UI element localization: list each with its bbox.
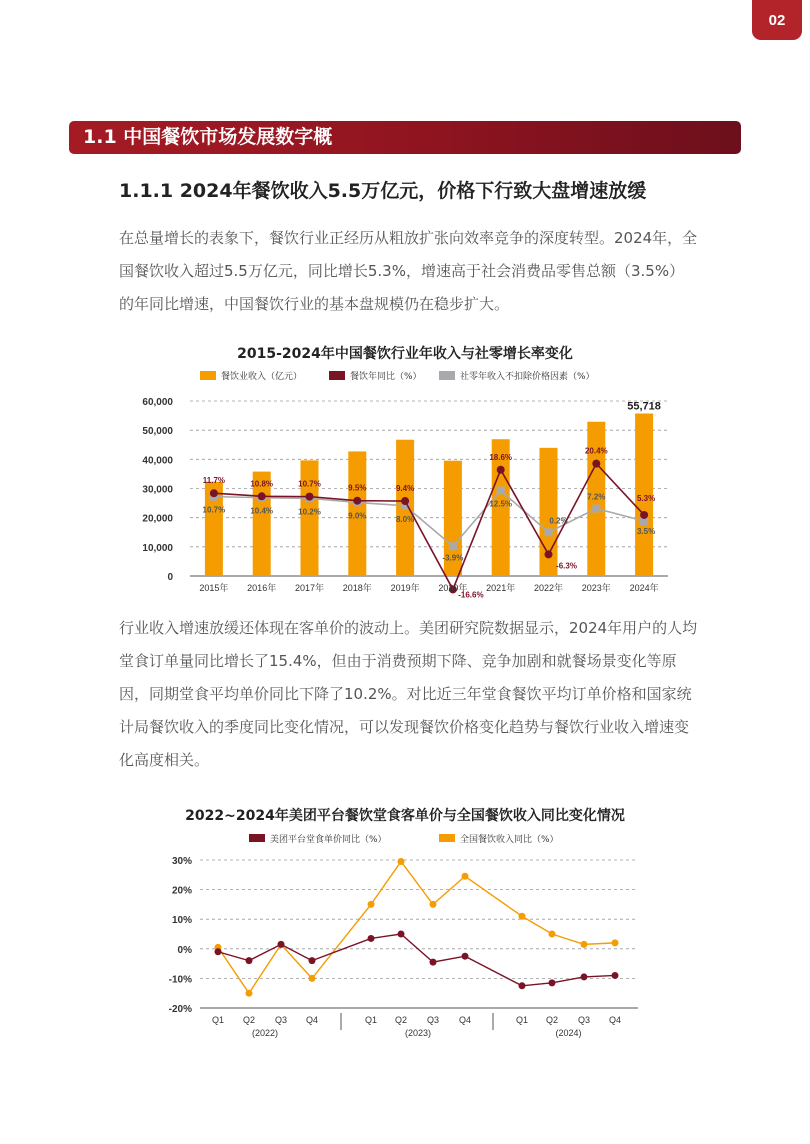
chart2-point — [462, 953, 469, 960]
chart1-legend-label: 餐饮年同比（%） — [350, 372, 422, 382]
chart2-point — [246, 957, 253, 964]
chart2-point — [581, 941, 588, 948]
chart1-x-tick: 2022年 — [533, 583, 564, 593]
chart2-point — [430, 901, 437, 908]
chart2-point — [549, 979, 556, 986]
chart2-x-tick: Q4 — [305, 1015, 319, 1025]
chart2-legend-swatch — [249, 834, 265, 842]
chart2-x-tick: Q4 — [458, 1015, 472, 1025]
chart1-y-axis — [142, 397, 173, 583]
chart2-y-tick: -10% — [168, 974, 192, 986]
chart1-x-tick: 2021年 — [486, 583, 516, 593]
chart1-y-tick: 40,000 — [142, 455, 173, 467]
chart1-point — [497, 466, 505, 474]
page-number: 02 — [768, 11, 786, 29]
chart2-x-tick: Q3 — [577, 1015, 591, 1025]
chart2-point — [581, 973, 588, 980]
chart1-series-line — [214, 491, 644, 547]
chart2-x-tick: Q3 — [426, 1015, 440, 1025]
chart1-data-label: 9.5% — [348, 483, 367, 493]
chart2-point — [612, 972, 619, 979]
chart1-y-tick: 60,000 — [142, 397, 173, 408]
chart1-x-tick: 2015年 — [199, 583, 229, 593]
chart2-point — [398, 931, 405, 938]
chart2-legend-label: 全国餐饮收入同比（%） — [460, 835, 559, 845]
chart1-x-tick: 2019年 — [390, 583, 420, 593]
chart1-y-tick: 0 — [167, 572, 173, 583]
chart1-point — [592, 505, 600, 513]
chart2-x-tick: Q3 — [274, 1015, 288, 1025]
chart1-y-tick: 20,000 — [142, 513, 173, 525]
chart1-legend — [200, 370, 595, 382]
chart1-y-tick: 30,000 — [142, 484, 173, 496]
chart1-data-label: 11.7% — [202, 476, 226, 486]
chart1-point — [210, 489, 218, 497]
chart1-title: 2015-2024年中国餐饮行业年收入与社零增长率变化 — [237, 346, 573, 362]
chart2-point — [519, 913, 526, 920]
chart1-data-label: 10.7% — [298, 479, 321, 489]
chart1-bar — [301, 460, 319, 576]
chart1-data-label: -3.9% — [442, 553, 464, 563]
chart1-x-axis — [199, 582, 658, 593]
chart2-title: 2022~2024年美团平台餐饮堂食客单价与全国餐饮收入同比变化情况 — [185, 808, 625, 824]
chart1-data-label: 20.4% — [584, 446, 608, 456]
chart2-y-tick: 20% — [171, 885, 192, 897]
chart2-legend — [249, 833, 559, 845]
chart1-x-tick: 2024年 — [629, 583, 659, 593]
chart1-legend-swatch — [439, 371, 455, 380]
chart1-data-label: 10.8% — [250, 479, 274, 489]
chart2-y-tick: 0% — [177, 944, 192, 956]
chart1-point — [306, 493, 314, 501]
chart1-point — [640, 511, 648, 519]
chart2-x-tick: Q2 — [545, 1015, 559, 1025]
chart1-point — [545, 550, 553, 558]
chart2-legend-swatch — [439, 834, 455, 842]
chart1-x-tick: 2017年 — [294, 583, 325, 593]
chart1-data-label: 9.0% — [348, 511, 367, 521]
chart1-x-tick: 2018年 — [342, 583, 372, 593]
chart2-x-tick: Q1 — [515, 1015, 529, 1025]
page-number-badge — [752, 0, 802, 40]
chart1-legend-swatch — [200, 371, 216, 380]
chart1-point — [353, 497, 361, 505]
chart1-data-label: 10.2% — [298, 507, 321, 517]
chart1-total-annotation: 55,718 — [627, 400, 661, 413]
price-paragraph: 行业收入增速放缓还体现在客单价的波动上。美团研究院数据显示，2024年用户的人均堂食订单量同比增长了15.4%，但由于消费预期下降、竞争加剧和就餐场景变化等原因，同期堂食平均单价同比下降了10.2%。对比近三年堂食餐饮平均订单价格和国家统计局餐饮收入的季度同比变化情况，可以发现餐饮价格变化趋势与餐饮行业收入增速变化高度相关。 — [119, 619, 698, 769]
quarterly-price-chart — [0, 800, 810, 1050]
chart2-y-tick: 30% — [171, 856, 192, 867]
chart1-point — [258, 492, 266, 500]
chart2-legend-label: 美团平台堂食单价同比（%） — [270, 835, 387, 845]
chart2-point — [612, 939, 619, 946]
chart2-point — [462, 873, 469, 880]
chart2-point — [519, 982, 526, 989]
chart2-lines — [215, 858, 619, 997]
chart1-data-label: 12.5% — [489, 499, 513, 509]
chart2-x-tick: Q2 — [394, 1015, 408, 1025]
chart1-legend-label: 社零年收入不扣除价格因素（%） — [460, 372, 595, 382]
chart1-data-label: 10.7% — [202, 505, 226, 515]
chart2-x-tick: Q4 — [608, 1015, 622, 1025]
chart2-point — [246, 990, 253, 997]
section-header-bar — [69, 121, 741, 154]
chart1-data-label: 18.6% — [489, 452, 513, 462]
chart2-point — [309, 957, 316, 964]
chart1-x-tick: 2016年 — [247, 583, 277, 593]
chart2-point — [215, 948, 222, 955]
chart2-point — [368, 935, 375, 942]
chart2-y-axis — [169, 856, 192, 1015]
chart2-x-tick: Q2 — [242, 1015, 256, 1025]
annual-revenue-chart — [0, 338, 810, 598]
chart1-point — [401, 497, 409, 505]
chart2-point — [368, 901, 375, 908]
chart1-data-label: -6.3% — [556, 561, 577, 571]
chart2-y-tick: 10% — [171, 915, 192, 927]
chart1-x-tick: 2023年 — [581, 583, 611, 593]
chart2-point — [549, 931, 556, 938]
intro-paragraph: 在总量增长的表象下，餐饮行业正经历从粗放扩张向效率竞争的深度转型。2024年，全国餐饮收入超过5.5万亿元，同比增长5.3%，增速高于社会消费品零售总额（3.5%）的年同比增速，中国餐饮行业的基本盘规模仍在稳步扩大。 — [119, 229, 698, 313]
chart1-data-label: 7.2% — [587, 492, 606, 502]
chart1-point — [545, 528, 553, 536]
chart1-data-label: -16.6% — [458, 590, 484, 598]
chart1-y-tick: 50,000 — [142, 426, 173, 438]
chart2-x-tick: Q1 — [364, 1015, 378, 1025]
chart1-x-tick: 2020年 — [438, 583, 468, 593]
chart1-lines — [210, 460, 648, 594]
chart2-y-tick: -20% — [168, 1004, 192, 1015]
chart1-legend-swatch — [329, 371, 345, 380]
section-title: 1.1 中国餐饮市场发展数字概 — [83, 126, 333, 148]
chart2-group-label: (2022) — [251, 1028, 279, 1038]
chart1-point — [592, 460, 600, 468]
chart1-data-label: 3.5% — [636, 527, 656, 537]
chart1-point — [497, 487, 505, 495]
chart2-x-tick: Q1 — [211, 1015, 225, 1025]
chart2-series-line — [218, 861, 615, 993]
chart2-point — [430, 959, 437, 966]
chart1-data-label: 5.3% — [636, 493, 656, 503]
chart1-legend-label: 餐饮业收入（亿元） — [221, 372, 303, 382]
chart1-y-tick: 10,000 — [142, 542, 173, 554]
chart1-bars — [202, 413, 656, 576]
subsection-title: 1.1.1 2024年餐饮收入5.5万亿元，价格下行致大盘增速放缓 — [119, 180, 647, 202]
chart2-point — [309, 975, 316, 982]
chart1-data-label: 0.2% — [549, 516, 568, 526]
chart1-data-label: 8.0% — [395, 514, 415, 524]
chart2-point — [398, 858, 405, 865]
chart1-data-label: 9.4% — [395, 484, 415, 494]
chart2-x-axis — [212, 1015, 621, 1038]
chart2-group-label: (2023) — [404, 1028, 432, 1038]
chart1-data-label: 10.4% — [250, 506, 274, 516]
chart2-group-label: (2024) — [555, 1028, 582, 1038]
chart1-point — [449, 542, 457, 550]
chart2-point — [278, 941, 285, 948]
